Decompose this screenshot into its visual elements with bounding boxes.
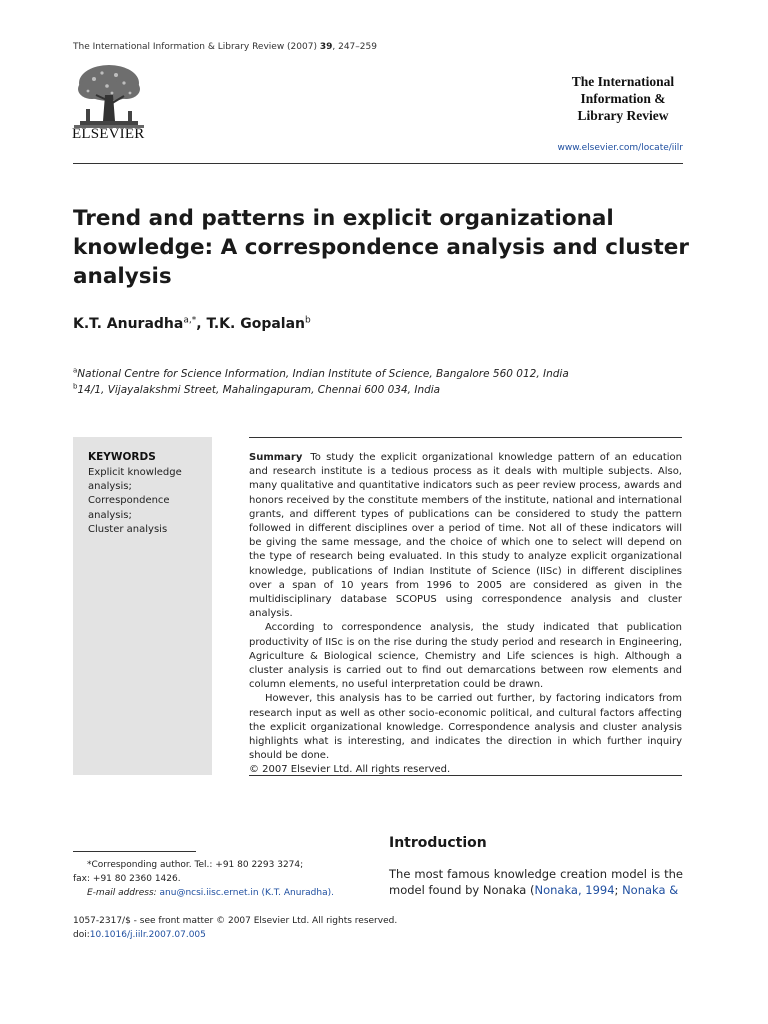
keyword-line: Cluster analysis — [88, 523, 168, 535]
doi-link[interactable]: 10.1016/j.iilr.2007.07.005 — [89, 930, 206, 940]
keyword-line: Explicit knowledge — [88, 467, 182, 478]
keyword-line: analysis; — [88, 481, 132, 493]
affiliation-b: $^b$14/1, Vijayalakshmi Street, Mahalingapuram, Chennai 600 034, India — [73, 382, 441, 396]
abstract-paragraph: According to correspondence analysis, the study indicated that publication productivity of IISc is on the rise during the study period and research in Engineering, Agriculture & Biological science, Chemistry and Life sciences is high. Although a cluster analysis is carried out to find out demarcations between row elements and column elements, no useful interpretation could be drawn. — [249, 622, 682, 691]
section-heading-introduction: Introduction — [389, 835, 487, 851]
journal-url-link[interactable]: www.elsevier.com/locate/iilr — [557, 143, 683, 153]
footnote-rule — [73, 851, 196, 852]
issn-line: 1057-2317/$ - see front matter © 2007 Elsevier Ltd. All rights reserved. — [73, 916, 398, 926]
author-superscript: a,* — [183, 315, 197, 326]
journal-citation: The International Information & Library Review (2007) 39, 247–259 — [73, 42, 377, 52]
abstract-paragraph: However, this analysis has to be carried out further, by factoring indicators from research input as well as other socio-economic political, and cultural factors affecting the explicit organizational knowledge. Correspondence analysis and cluster analysis highlights what is interesting, and indicates the direction in which further inquiry should be done. — [249, 693, 682, 762]
corresponding-author-footnote: *Corresponding author. Tel.: +91 80 2293 3274; fax: +91 80 2360 1426. E-mail address: anu@ncsi.iisc.ernet.in (K.T. Anuradha). — [73, 860, 334, 898]
abstract-paragraph: Summary To study the explicit organizational knowledge pattern of an education and research institute is a tedious process as it deals with multiple subjects. Also, many qualitative and quantitative indicators such as peer review process, awards and honors received by the constitute members of the institute, national and international grants, and different types of publications can be considered to study the pattern followed in different disciplines over a period of time. Not all of these indicators will be giving the same message, and the choice of which one to select will depend on the type of research being evaluated. In this study to analyze explicit organizational knowledge, publications of Indian Institute of Science (IISc) in different disciplines over a span of 10 years from 1996 to 2005 are considered as given in the multidisciplinary database SCOPUS using correspondence analysis and cluster analysis. — [249, 452, 682, 620]
abstract — [249, 451, 682, 778]
publisher-wordmark: ELSEVIER — [72, 126, 145, 142]
abstract-bottom-rule — [249, 775, 682, 776]
author-name: K.T. Anuradha — [73, 316, 184, 332]
keywords-heading: KEYWORDS — [88, 451, 156, 463]
journal-name: The International Information & Library Review — [571, 74, 675, 123]
abstract-label: Summary — [249, 452, 303, 463]
reference-link[interactable]: Nonaka & — [622, 883, 679, 897]
abstract-top-rule — [249, 437, 682, 438]
author-list: K.T. Anuradha$^{a,*}$, T.K. Gopalan$^b$ — [73, 315, 311, 332]
keyword-line: analysis; — [88, 509, 132, 521]
elsevier-tree-icon — [72, 61, 146, 131]
affiliation-a: $^a$National Centre for Science Information, Indian Institute of Science, Bangalore 560 012, India — [73, 366, 569, 380]
header-divider — [73, 163, 683, 164]
reference-link[interactable]: Nonaka, 1994 — [534, 883, 615, 897]
page-footer: 1057-2317/$ - see front matter © 2007 Elsevier Ltd. All rights reserved. doi:10.1016/j.iilr.2007.07.005 — [73, 916, 398, 940]
author-name: T.K. Gopalan — [206, 316, 306, 332]
introduction-paragraph: The most famous knowledge creation model is the model found by Nonaka (Nonaka, 1994; Nonaka & — [389, 867, 683, 897]
author-superscript: b — [305, 315, 311, 326]
email-link[interactable]: anu@ncsi.iisc.ernet.in (K.T. Anuradha). — [159, 888, 334, 898]
keyword-line: Correspondence — [88, 495, 170, 507]
abstract-copyright: © 2007 Elsevier Ltd. All rights reserved. — [249, 764, 451, 776]
article-title: Trend and patterns in explicit organizational knowledge: A correspondence analysis and cluster analysis — [73, 206, 689, 289]
keywords-list — [88, 466, 203, 537]
